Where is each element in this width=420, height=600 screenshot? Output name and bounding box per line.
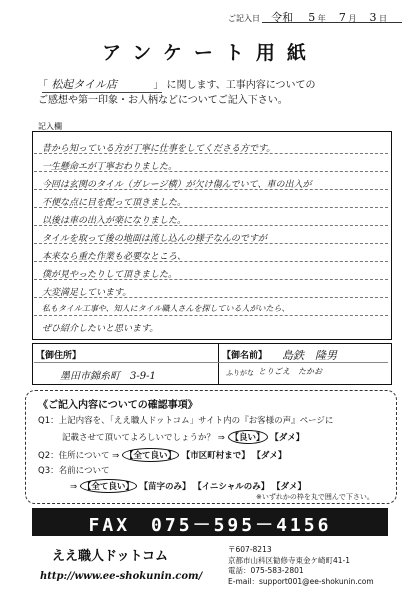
entry-label: 記入欄: [38, 122, 62, 131]
entry-line: 今回は玄関のタイル（ガレージ横）が欠け傷んでいて、車の出入が: [42, 180, 312, 190]
q3-option-all[interactable]: 【全て良い】: [80, 479, 137, 493]
date-month-unit: 月: [348, 14, 357, 23]
intro-open-bracket: 「: [38, 80, 48, 91]
q1-text-line1: 上記内容を、「ええ職人ドットコム」サイト内の『お客様の声』ページに: [58, 416, 334, 426]
date-day-unit: 日: [379, 14, 388, 23]
q1-row1: [38, 414, 333, 426]
company-logo: ええ職人ドットコム: [52, 549, 168, 564]
date-day: 3: [369, 11, 377, 24]
contact-email[interactable]: E-mail：support001@ee-shokunin.com: [228, 576, 374, 586]
q1-option-yes[interactable]: 【良い】: [228, 430, 268, 444]
q2-row: [38, 448, 286, 462]
q2-option-all[interactable]: 【全て良い】: [122, 448, 179, 462]
entry-line: 以後は車の出入が楽になりました。: [42, 216, 187, 226]
date-year-unit: 年: [317, 14, 326, 23]
fax-bar: [32, 508, 388, 536]
q2-text: 住所について ⇒: [58, 451, 120, 461]
q3-option-initials[interactable]: 【イニシャルのみ】: [193, 482, 270, 492]
rule-line: [34, 315, 388, 316]
name-value: 島鉄 隆男: [282, 349, 337, 362]
furigana-value: とりごえ たかお: [258, 367, 322, 376]
intro-close-bracket: 」: [153, 80, 164, 91]
entry-line: 大変満足しています。: [42, 288, 132, 298]
entry-line: ぜひ紹介したいと思います。: [42, 324, 159, 334]
q1-option-no[interactable]: 【ダメ】: [270, 433, 305, 443]
q3-option-no[interactable]: 【ダメ】: [271, 482, 306, 492]
furigana-label: ふりがな: [226, 369, 254, 377]
contact-block: [228, 545, 374, 587]
q3-text: 名前について: [58, 466, 110, 476]
intro-line2: ご感想や第一印象・お人柄などについてご記入下さい。: [38, 95, 288, 106]
q2-number: Q2：: [38, 451, 59, 461]
date-label: ご記入日: [228, 14, 260, 23]
postal-code: 〒607-8213: [228, 545, 272, 554]
q3-number: Q3：: [38, 466, 59, 476]
fax-number: FAX 075－595－4156: [88, 515, 332, 536]
date-year: 5: [308, 11, 316, 24]
entry-line: 昔から知っている方が丁寧に仕事をしてくださる方です。: [42, 144, 276, 154]
confirm-title: 《ご記入内容についての確認事項》: [38, 400, 198, 411]
q2-option-no[interactable]: 【ダメ】: [252, 451, 287, 461]
address-name-divider: [218, 343, 219, 385]
entry-line: 一生懸命エが丁寧おわりました。: [42, 162, 178, 172]
q3-options-row: ⇒ 【全て良い】 【苗字のみ】 【イニシャルのみ】 【ダメ】: [70, 479, 306, 493]
address-value: 墨田市錦糸町 3-9-1: [60, 371, 156, 382]
entry-line: 私もタイル工事や、知人にタイル職人さんを探している人がいたら、: [42, 304, 290, 313]
q3-row: [38, 464, 109, 476]
company-url[interactable]: http://www.ee-shokunin.com/: [40, 571, 203, 582]
date-underline: [262, 22, 402, 23]
q2-option-city[interactable]: 【市区町村まで】: [181, 451, 250, 461]
entry-line: 不便な点に目を配って頂きました。: [42, 198, 187, 208]
name-label: 【御名前】: [222, 351, 268, 361]
q1-number: Q1：: [38, 416, 59, 426]
entry-line: 本来なら重た作業も必要なところ、: [42, 252, 187, 262]
date-era: 令和: [271, 11, 294, 24]
contact-phone: 電話：075-583-2801: [228, 566, 304, 575]
intro-line1: に関します、工事内容についての: [166, 80, 316, 91]
contact-address: 京都市山科区勧修寺東金ケ崎町41-1: [228, 555, 351, 565]
entry-line: 僕が見やったりして頂きました。: [42, 270, 178, 280]
q3-option-surname[interactable]: 【苗字のみ】: [139, 482, 191, 492]
company-underline: [42, 92, 162, 93]
intro-company: 松起タイル店: [51, 78, 117, 91]
entry-line: タイルを取って後の地面は流し込んの様子なんのですが: [42, 234, 267, 244]
q1-text-line2: 記載させて頂いてよろしいでしょうか？ ⇒: [62, 433, 225, 443]
address-label: 【御住所】: [36, 351, 82, 361]
date-month: 7: [338, 11, 346, 24]
q1-row2: [62, 430, 304, 444]
confirm-note: ※いずれかの枠を丸で囲んで下さい。: [256, 493, 374, 501]
page-title: アンケート用紙: [102, 42, 318, 64]
